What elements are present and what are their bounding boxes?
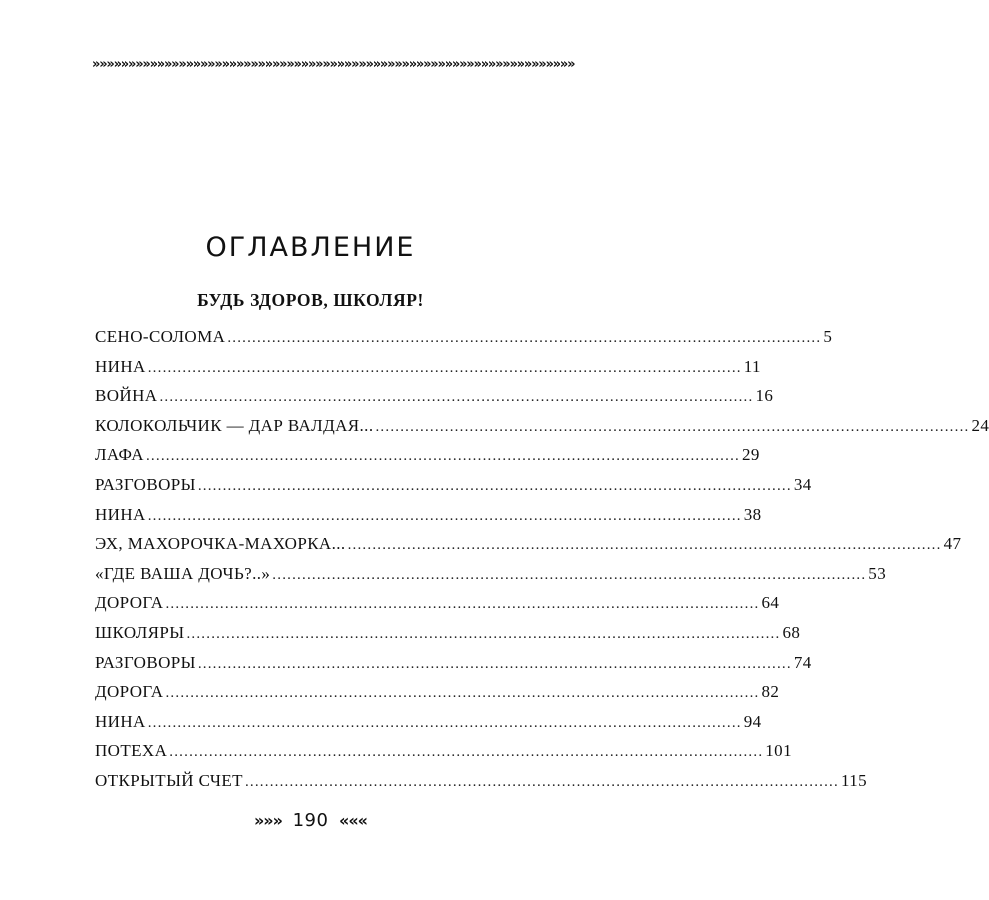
toc-entry-title: СЕНО-СОЛОМА <box>95 327 226 346</box>
page-title: ОГЛАВЛЕНИЕ <box>205 232 416 263</box>
toc-dot-leader: ........................................................................................................................ <box>165 685 760 702</box>
toc-entry-page: 82 <box>761 682 780 702</box>
toc-entry-title: ДОРОГА <box>95 682 164 702</box>
toc-dot-leader: ........................................................................................................................ <box>147 714 742 731</box>
toc-entry[interactable] <box>95 618 801 648</box>
toc-entry-title: ОТКРЫТЫЙ СЧЕТ <box>95 770 243 790</box>
toc-entry[interactable] <box>95 707 762 737</box>
toc-entry-page: 53 <box>868 563 887 583</box>
toc-entry[interactable] <box>95 322 833 352</box>
toc-entry[interactable] <box>95 677 780 707</box>
toc-entry[interactable] <box>95 588 780 618</box>
toc-entry-page: 38 <box>743 504 762 524</box>
toc-entry-page: 29 <box>741 445 760 465</box>
toc-dot-leader: ........................................................................................................................ <box>375 418 970 435</box>
toc-entry-title: ЭХ, МАХОРОЧКА-МАХОРКА... <box>95 534 346 554</box>
toc-entry[interactable] <box>95 352 761 382</box>
toc-entry-title: ВОЙНА <box>95 386 158 406</box>
toc-dot-leader: ........................................................................................................................ <box>147 507 742 524</box>
toc-dot-leader: ........................................................................................................................ <box>227 330 822 346</box>
toc-entry[interactable] <box>95 766 868 796</box>
toc-entry-title: НИНА <box>95 356 146 376</box>
toc-dot-leader: ........................................................................................................................ <box>186 625 781 642</box>
toc-entry-title: ЛАФА <box>95 445 144 465</box>
toc-entry[interactable] <box>95 381 774 411</box>
toc-entry-page: 11 <box>743 356 761 376</box>
toc-entry[interactable] <box>95 736 792 766</box>
toc-dot-leader: ........................................................................................................................ <box>197 477 792 494</box>
footer-right-ornament: ««« <box>339 811 368 830</box>
toc-dot-leader: ........................................................................................................................ <box>197 655 792 672</box>
toc-entry-page: 64 <box>761 593 780 613</box>
toc-entry[interactable] <box>95 440 760 470</box>
toc-entry-title: ПОТЕХА <box>95 741 168 761</box>
toc-entry[interactable] <box>95 529 962 559</box>
toc-entry[interactable] <box>95 648 812 678</box>
toc-entry-title: НИНА <box>95 711 146 731</box>
toc-entry[interactable] <box>95 411 989 441</box>
toc-entry[interactable] <box>95 470 812 500</box>
section-heading: БУДЬ ЗДОРОВ, ШКОЛЯР! <box>197 290 424 310</box>
decorative-chevron-rule: »»»»»»»»»»»»»»»»»»»»»»»»»»»»»»»»»»»»»»»»»»»»»»»»»»»»»»»»»»»»»»»»»»» <box>92 57 575 72</box>
toc-entry-title: НИНА <box>95 504 146 524</box>
toc-dot-leader: ........................................................................................................................ <box>159 389 754 406</box>
toc-entry-page: 24 <box>971 415 989 435</box>
page-number: 190 <box>292 810 329 831</box>
toc-dot-leader: ........................................................................................................................ <box>165 596 760 613</box>
toc-entry-title: РАЗГОВОРЫ <box>95 474 196 494</box>
toc-entry-page: 101 <box>765 741 792 761</box>
toc-entry-page: 5 <box>823 327 833 346</box>
toc-dot-leader: ........................................................................................................................ <box>147 359 742 376</box>
toc-entry-page: 68 <box>782 622 801 642</box>
toc-entry-page: 47 <box>943 534 962 554</box>
toc-entry-title: ДОРОГА <box>95 593 164 613</box>
toc-dot-leader: ........................................................................................................................ <box>244 773 839 790</box>
toc-entry-title: РАЗГОВОРЫ <box>95 652 196 672</box>
footer-left-ornament: »»» <box>253 811 282 830</box>
toc-dot-leader: ........................................................................................................................ <box>272 566 867 583</box>
toc-dot-leader: ........................................................................................................................ <box>169 744 764 761</box>
toc-entry-title: ШКОЛЯРЫ <box>95 622 185 642</box>
table-of-contents <box>95 322 989 796</box>
toc-entry-page: 34 <box>793 474 812 494</box>
toc-entry-page: 16 <box>755 386 774 406</box>
toc-entry-page: 74 <box>793 652 812 672</box>
toc-entry-title: КОЛОКОЛЬЧИК — ДАР ВАЛДАЯ... <box>95 415 374 435</box>
page-footer <box>0 810 621 832</box>
toc-entry[interactable] <box>95 559 887 589</box>
toc-entry-page: 94 <box>743 711 762 731</box>
toc-entry-title: «ГДЕ ВАША ДОЧЬ?..» <box>95 563 271 583</box>
toc-dot-leader: ........................................................................................................................ <box>145 448 740 465</box>
toc-dot-leader: ........................................................................................................................ <box>347 537 942 554</box>
toc-entry-page: 115 <box>840 770 868 790</box>
toc-entry[interactable] <box>95 500 762 530</box>
